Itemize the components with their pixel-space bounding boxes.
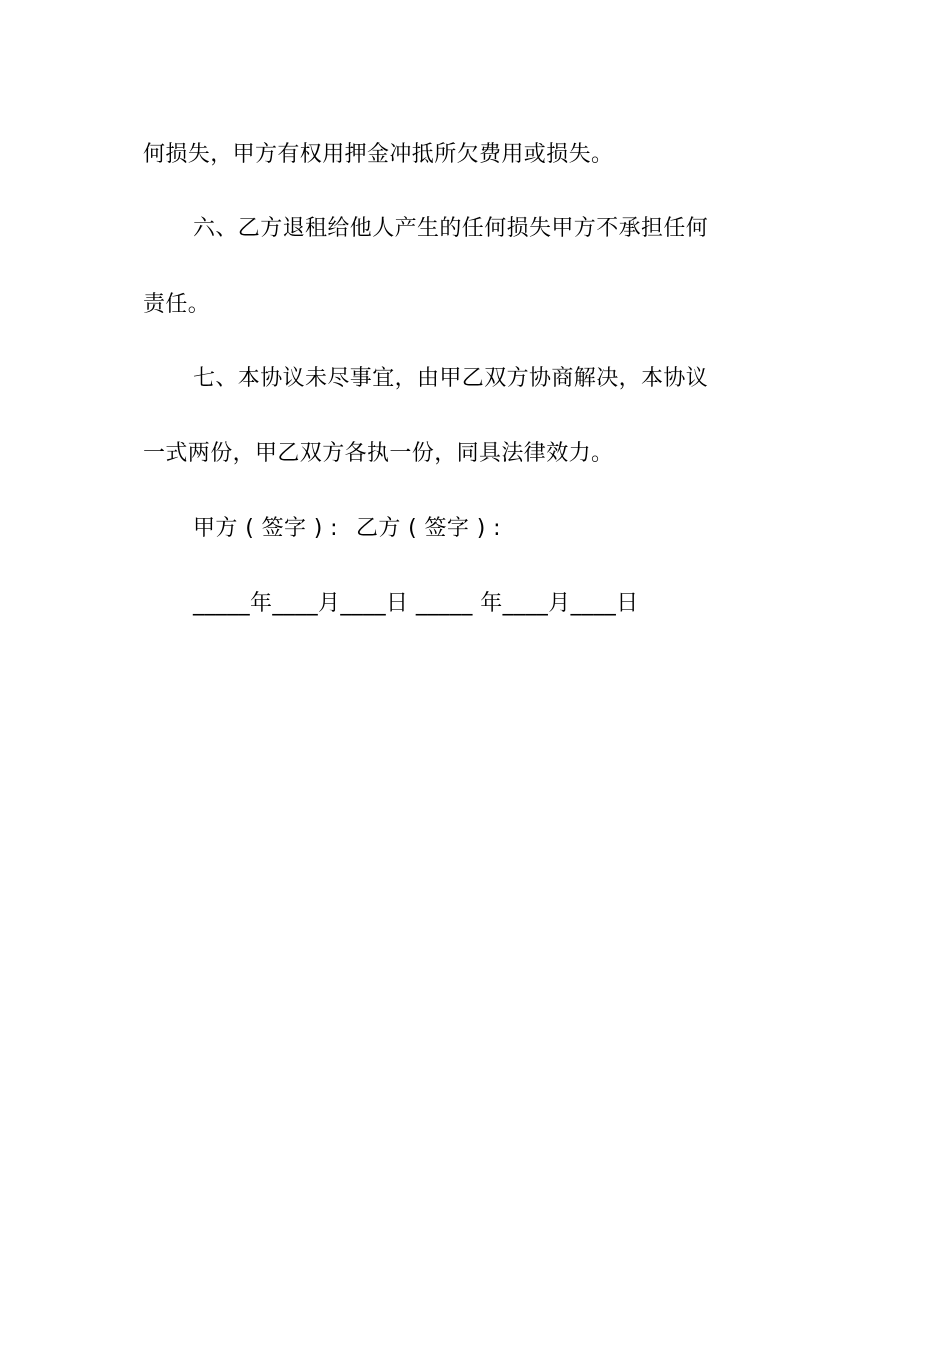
paragraph-line: 何损失，甲方有权用押金冲抵所欠费用或损失。: [143, 142, 614, 167]
clause-seven-line: 七、本协议未尽事宜，由甲乙双方协商解决，本协议: [193, 366, 709, 391]
clause-six-line: 六、乙方退租给他人产生的任何损失甲方不承担任何: [193, 216, 709, 241]
party-a-signature-label: 甲方 ( 签字 ) :: [193, 516, 338, 541]
party-b-signature-label: 乙方 ( 签字 ) :: [355, 516, 501, 541]
date-row: [193, 589, 833, 619]
paragraph-line: 责任。: [143, 292, 211, 317]
signature-row: [193, 514, 833, 544]
party-a-date-blank: _____年____月____日: [193, 591, 409, 616]
party-b-date-blank: _____ 年____月____日: [415, 591, 639, 616]
paragraph-line: 一式两份，甲乙双方各执一份，同具法律效力。: [143, 441, 614, 466]
